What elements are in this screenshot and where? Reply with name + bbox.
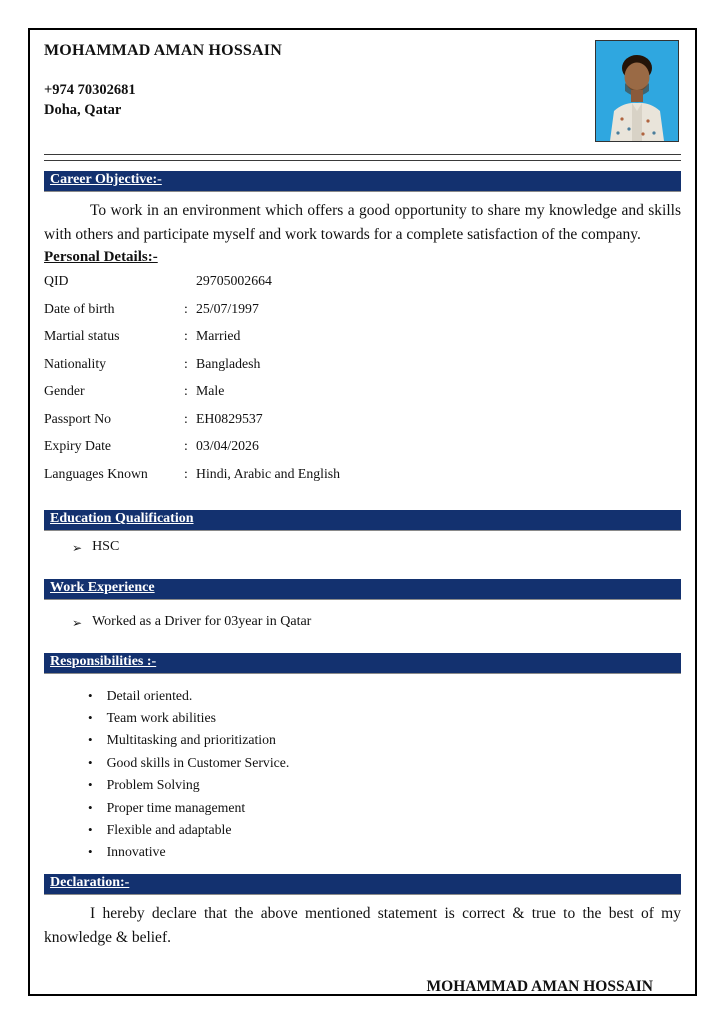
work-experience-item-text: Worked as a Driver for 03year in Qatar [92,613,312,629]
personal-detail-row [44,297,681,322]
list-item [88,707,681,729]
list-item [88,752,681,774]
detail-separator: : [184,383,188,399]
career-objective-text: To work in an environment which offers a good opportunity to share my knowledge and skills with others and participate myself and work towards for a complete satisfaction of the company. [44,202,681,244]
dot-bullet-icon: • [88,777,93,793]
detail-label: Martial status [44,328,120,344]
detail-label: Gender [44,383,85,399]
personal-detail-row [44,462,681,487]
list-item-text: Proper time management [106,799,246,815]
detail-value: Hindi, Arabic and English [196,465,341,481]
detail-value: Male [196,383,225,399]
dot-bullet-icon: • [88,799,93,815]
responsibilities-list [88,685,681,864]
personal-detail-row [44,379,681,404]
arrow-bullet-icon: ➢ [72,615,83,630]
detail-value: 25/07/1997 [196,300,259,316]
dot-bullet-icon: • [88,710,93,726]
list-item [88,797,681,819]
header [44,40,681,152]
detail-label: Expiry Date [44,438,112,454]
dot-bullet-icon: • [88,821,93,837]
header-divider-line-1 [44,154,681,155]
header-divider-line-2 [44,160,681,161]
person-portrait-graphic [596,41,678,141]
personal-detail-row [44,269,681,294]
list-item [88,774,681,796]
section-header-responsibilities: Responsibilities :- [44,653,681,673]
list-item [88,819,681,841]
list-item-text: Good skills in Customer Service. [106,754,290,770]
dot-bullet-icon: • [88,844,93,860]
list-item-text: Multitasking and prioritization [106,732,276,748]
arrow-bullet-icon: ➢ [72,541,83,556]
dot-bullet-icon: • [88,687,93,703]
personal-detail-row [44,407,681,432]
list-item [88,685,681,707]
detail-separator: : [184,355,188,371]
list-item-text: Problem Solving [106,777,200,793]
declaration-text: I hereby declare that the above mentioned statement is correct & true to the best of my knowledge & belief. [44,904,681,946]
list-item [88,729,681,751]
person-name: MOHAMMAD AMAN HOSSAIN [44,42,282,59]
education-item [72,539,681,558]
signature-name: MOHAMMAD AMAN HOSSAIN [426,977,653,995]
dot-bullet-icon: • [88,732,93,748]
detail-value: Married [196,328,241,344]
dot-bullet-icon: • [88,754,93,770]
personal-detail-row [44,352,681,377]
section-header-career-objective: Career Objective:- [44,171,681,191]
list-item-text: Innovative [106,844,166,860]
detail-separator: : [184,300,188,316]
resume-page [28,28,697,996]
detail-label: Passport No [44,410,112,426]
detail-separator: : [184,438,188,454]
detail-value: 03/04/2026 [196,438,259,454]
education-item-text: HSC [92,539,120,555]
list-item-text: Team work abilities [106,710,216,726]
section-header-education: Education Qualification [44,510,681,530]
profile-photo [595,40,679,142]
list-item-text: Detail oriented. [106,687,193,703]
detail-label: QID [44,273,69,289]
phone-number: +974 70302681 [44,82,136,98]
personal-details-title: Personal Details:- [44,249,158,266]
list-item-text: Flexible and adaptable [106,821,232,837]
section-header-declaration: Declaration:- [44,874,681,894]
personal-detail-row [44,434,681,459]
location-text: Doha, Qatar [44,102,122,118]
detail-label: Languages Known [44,465,148,481]
detail-label: Date of birth [44,300,115,316]
detail-value: EH0829537 [196,410,263,426]
list-item [88,841,681,863]
detail-separator [184,269,196,294]
detail-separator: : [184,410,188,426]
detail-value: 29705002664 [196,273,272,289]
detail-label: Nationality [44,355,107,371]
work-experience-item [72,614,681,633]
personal-detail-row [44,324,681,349]
detail-value: Bangladesh [196,355,261,371]
section-header-work-experience: Work Experience [44,579,681,599]
detail-separator: : [184,328,188,344]
detail-separator: : [184,465,188,481]
